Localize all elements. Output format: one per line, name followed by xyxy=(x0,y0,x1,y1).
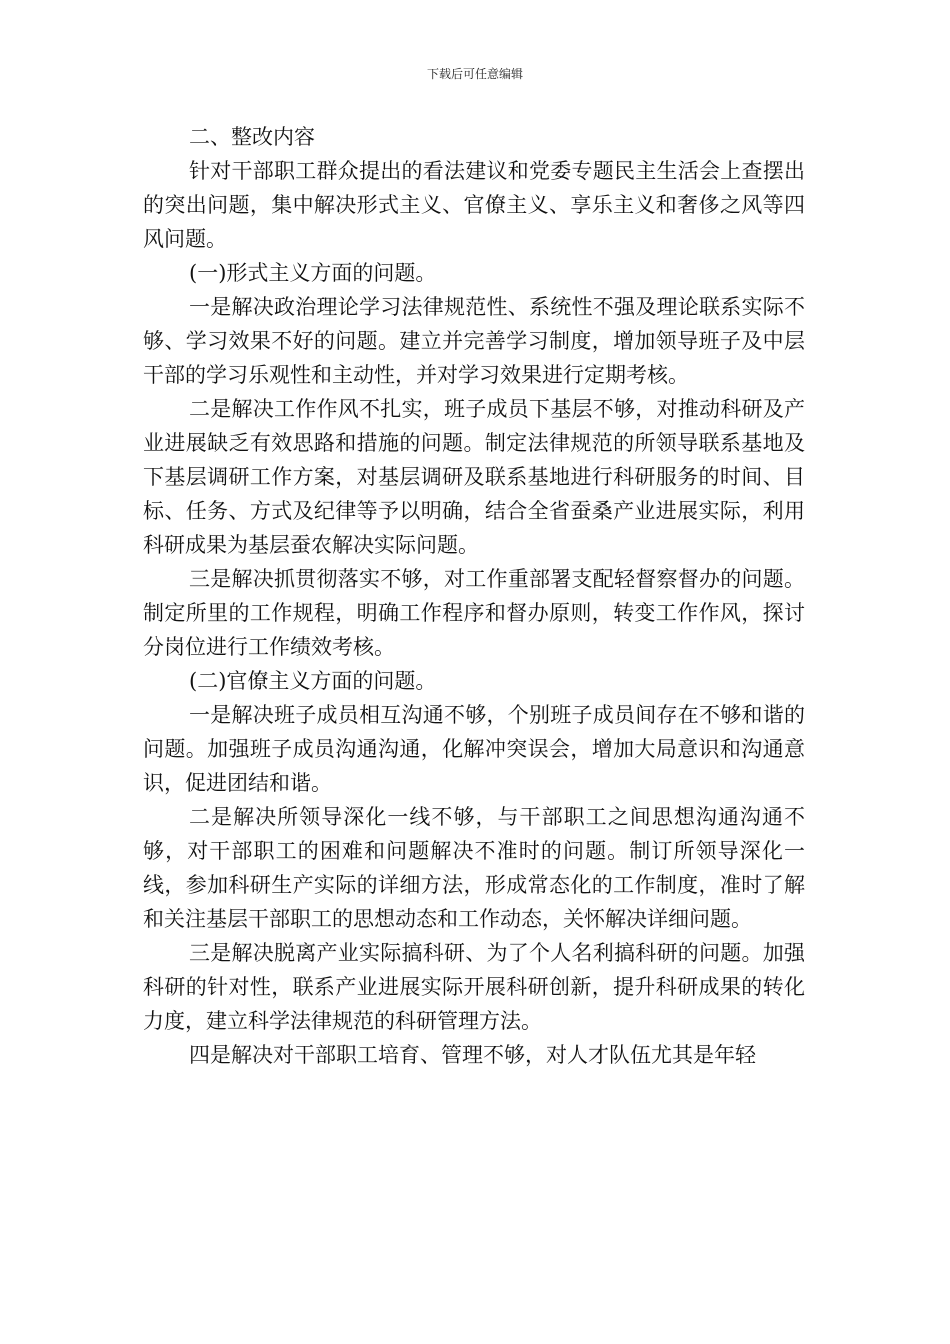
paragraph-formalism-2: 二是解决工作作风不扎实，班子成员下基层不够，对推动科研及产业进展缺乏有效思路和措施的问题。制定法律规范的所领导联系基地及下基层调研工作方案，对基层调研及联系基地进行科研服务的时间、目标、任务、方式及纪律等予以明确，结合全省蚕桑产业进展实际，利用科研成果为基层蚕农解决实际问题。 xyxy=(143,397,805,557)
paragraph-bureaucracy-4: 四是解决对干部职工培育、管理不够，对人才队伍尤其是年轻 xyxy=(189,1043,756,1067)
paragraph-intro: 针对干部职工群众提出的看法建议和党委专题民主生活会上查摆出的突出问题，集中解决形式主义、官僚主义、享乐主义和奢侈之风等四风问题。 xyxy=(143,159,805,251)
paragraph-formalism-1: 一是解决政治理论学习法律规范性、系统性不强及理论联系实际不够、学习效果不好的问题。建立并完善学习制度，增加领导班子及中层干部的学习乐观性和主动性，并对学习效果进行定期考核。 xyxy=(143,295,805,387)
paragraph-formalism-3: 三是解决抓贯彻落实不够，对工作重部署支配轻督察督办的问题。制定所里的工作规程，明确工作程序和督办原则，转变工作作风，探讨分岗位进行工作绩效考核。 xyxy=(143,567,805,659)
subsection-heading-bureaucracy: (二)官僚主义方面的问题。 xyxy=(189,669,437,693)
page-header-note: 下载后可任意编辑 xyxy=(426,67,523,81)
paragraph-bureaucracy-2: 二是解决所领导深化一线不够，与干部职工之间思想沟通沟通不够，对干部职工的困难和问题解决不准时的问题。制订所领导深化一线，参加科研生产实际的详细方法，形成常态化的工作制度，准时了解和关注基层干部职工的思想动态和工作动态，关怀解决详细问题。 xyxy=(143,805,805,931)
subsection-heading-formalism: (一)形式主义方面的问题。 xyxy=(189,261,437,285)
paragraph-bureaucracy-1: 一是解决班子成员相互沟通不够，个别班子成员间存在不够和谐的问题。加强班子成员沟通沟通，化解冲突误会，增加大局意识和沟通意识，促进团结和谐。 xyxy=(143,703,805,795)
paragraph-bureaucracy-3: 三是解决脱离产业实际搞科研、为了个人名利搞科研的问题。加强科研的针对性，联系产业进展实际开展科研创新，提升科研成果的转化力度，建立科学法律规范的科研管理方法。 xyxy=(143,941,805,1033)
section-heading: 二、整改内容 xyxy=(189,125,315,149)
document-body xyxy=(143,120,805,1072)
